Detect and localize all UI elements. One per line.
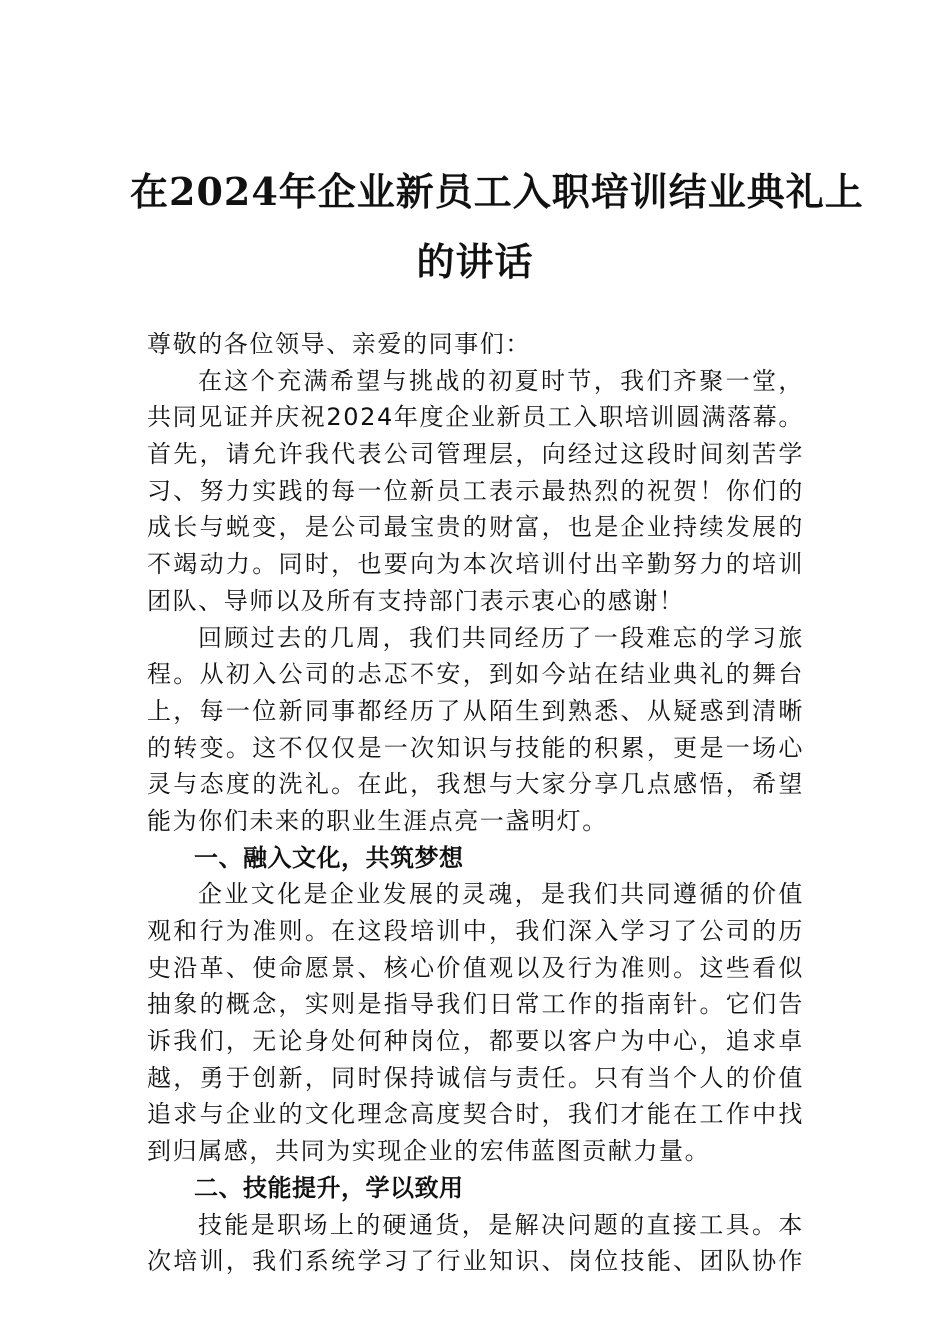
paragraph-2 [147, 620, 804, 840]
paragraph-line: 的转变。这不仅仅是一次知识与技能的积累，更是一场心 [147, 733, 804, 762]
paragraph-line: 上，每一位新同事都经历了从陌生到熟悉、从疑惑到清晰 [147, 696, 804, 725]
section-heading-1: 一、融入文化，共筑梦想 [194, 843, 464, 872]
document-body [147, 326, 804, 1280]
paragraph-line: 程。从初入公司的忐忑不安，到如今站在结业典礼的舞台 [147, 660, 804, 689]
paragraph-line: 回顾过去的几周，我们共同经历了一段难忘的学习旅 [198, 623, 804, 652]
paragraph-line: 越，勇于创新，同时保持诚信与责任。只有当个人的价值 [147, 1063, 804, 1092]
salutation: 尊敬的各位领导、亲爱的同事们： [147, 330, 531, 358]
paragraph-line: 不竭动力。同时，也要向为本次培训付出辛勤努力的培训 [147, 550, 804, 579]
document-title [130, 157, 864, 297]
paragraph-line: 史沿革、使命愿景、核心价值观以及行为准则。这些看似 [147, 953, 804, 982]
paragraph-line: 共同见证并庆祝2024年度企业新员工入职培训圆满落幕。 [147, 403, 804, 432]
paragraph-line: 成长与蜕变，是公司最宝贵的财富，也是企业持续发展的 [147, 513, 804, 542]
paragraph-line: 到归属感，共同为实现企业的宏伟蓝图贡献力量。 [147, 1137, 711, 1166]
paragraph-line: 抽象的概念，实则是指导我们日常工作的指南针。它们告 [147, 990, 804, 1019]
paragraph-line: 首先，请允许我代表公司管理层，向经过这段时间刻苦学 [147, 440, 804, 469]
paragraph-line: 企业文化是企业发展的灵魂，是我们共同遵循的价值 [198, 880, 804, 909]
paragraph-line: 诉我们，无论身处何种岗位，都要以客户为中心，追求卓 [147, 1027, 804, 1056]
paragraph-line: 灵与态度的洗礼。在此，我想与大家分享几点感悟，希望 [147, 770, 804, 799]
title-line-2: 的讲话 [416, 239, 534, 284]
paragraph-line: 观和行为准则。在这段培训中，我们深入学习了公司的历 [147, 917, 804, 945]
title-line-1: 在2024年企业新员工入职培训结业典礼上 [130, 169, 864, 214]
paragraph-line: 在这个充满希望与挑战的初夏时节，我们齐聚一堂， [198, 366, 804, 395]
paragraph-4 [147, 1207, 804, 1280]
paragraph-line: 习、努力实践的每一位新员工表示最热烈的祝贺！你们的 [147, 476, 804, 505]
paragraph-line: 团队、导师以及所有支持部门表示衷心的感谢！ [147, 586, 685, 615]
paragraph-1 [147, 363, 804, 620]
section-heading-2: 二、技能提升，学以致用 [194, 1173, 464, 1202]
paragraph-line: 追求与企业的文化理念高度契合时，我们才能在工作中找 [147, 1100, 804, 1129]
paragraph-3 [147, 876, 804, 1170]
paragraph-line: 技能是职场上的硬通货，是解决问题的直接工具。本 [198, 1210, 804, 1239]
paragraph-line: 能为你们未来的职业生涯点亮一盏明灯。 [147, 806, 608, 835]
paragraph-line: 次培训，我们系统学习了行业知识、岗位技能、团队协作 [147, 1247, 804, 1276]
